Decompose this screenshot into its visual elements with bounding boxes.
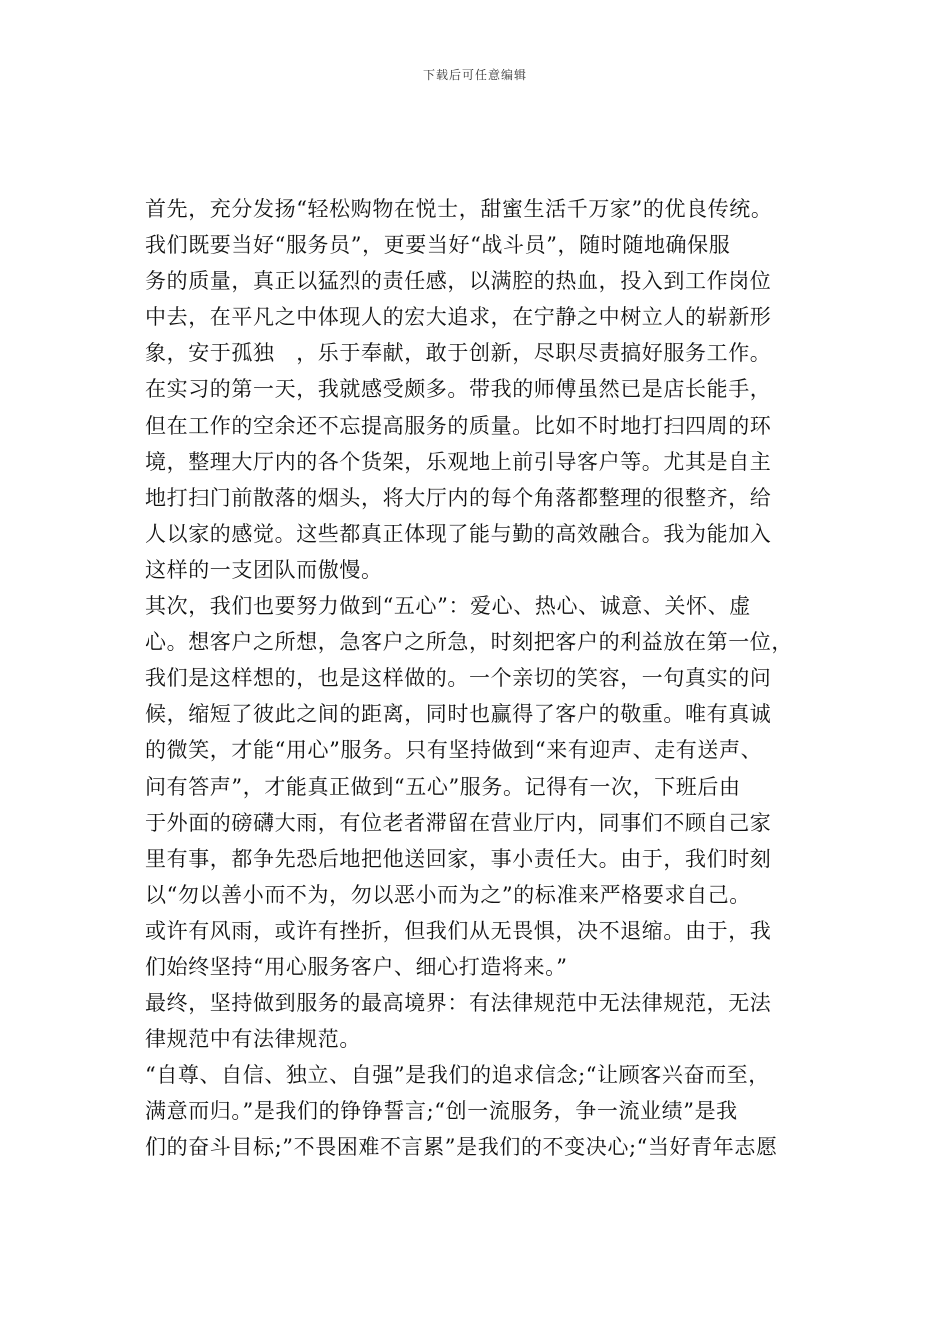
text-line: 务的质量，真正以猛烈的责任感，以满腔的热血，投入到工作岗位	[145, 269, 772, 294]
text-line: 满意而归。”是我们的铮铮誓言;“创一流服务，争一流业绩”是我	[145, 1099, 738, 1124]
text-line: 象，安于孤独 ，乐于奉献，敢于创新，尽职尽责搞好服务工作。	[145, 341, 772, 366]
text-line: 这样的一支团队而傲慢。	[145, 557, 383, 582]
text-line: 但在工作的空余还不忘提高服务的质量。比如不时地打扫四周的环	[145, 413, 772, 438]
text-line: 首先，充分发扬“轻松购物在悦士，甜蜜生活千万家”的优良传统。	[145, 197, 773, 221]
text-line: 里有事，都争先恐后地把他送回家，事小责任大。由于，我们时刻	[145, 846, 772, 871]
text-line: 其次，我们也要努力做到“五心”：爱心、热心、诚意、关怀、虚	[145, 594, 751, 619]
text-line: 地打扫门前散落的烟头，将大厅内的每个角落都整理的很整齐，给	[145, 485, 772, 510]
document-body	[145, 191, 825, 1166]
text-line: 中去，在平凡之中体现人的宏大追求，在宁静之中树立人的崭新形	[145, 305, 772, 330]
text-line: 问有答声”，才能真正做到“五心”服务。记得有一次，下班后由	[145, 774, 741, 799]
text-line: 律规范中有法律规范。	[145, 1027, 361, 1052]
text-line: 我们既要当好“服务员”，更要当好“战斗员”，随时随地确保服	[145, 233, 731, 258]
text-line: 境，整理大厅内的各个货架，乐观地上前引导客户等。尤其是自主	[145, 449, 772, 474]
text-line: 最终，坚持做到服务的最高境界：有法律规范中无法律规范，无法	[145, 991, 772, 1016]
text-line: “自尊、自信、独立、自强”是我们的追求信念;“让顾客兴奋而至，	[145, 1063, 770, 1088]
text-line: 们始终坚持“用心服务客户、细心打造将来。”	[145, 954, 568, 979]
text-line: 在实习的第一天，我就感受颇多。带我的师傅虽然已是店长能手，	[145, 377, 772, 402]
text-line: 的微笑，才能“用心”服务。只有坚持做到“来有迎声、走有送声、	[145, 738, 763, 763]
text-line: 我们是这样想的，也是这样做的。一个亲切的笑容，一句真实的问	[145, 666, 772, 691]
text-line: 候，缩短了彼此之间的距离，同时也赢得了客户的敬重。唯有真诚	[145, 702, 772, 727]
text-line: 以“勿以善小而不为，勿以恶小而为之”的标准来严格要求自己。	[145, 882, 751, 907]
text-line: 人以家的感觉。这些都真正体现了能与勤的高效融合。我为能加入	[145, 521, 772, 546]
text-line: 们的奋斗目标;”不畏困难不言累”是我们的不变决心;“当好青年志愿	[145, 1135, 778, 1160]
text-line: 心。想客户之所想，急客户之所急，时刻把客户的利益放在第一位，	[145, 630, 793, 655]
page-header-note: 下载后可任意编辑	[422, 68, 527, 82]
text-line: 或许有风雨，或许有挫折，但我们从无畏惧，决不退缩。由于，我	[145, 918, 772, 943]
text-line: 于外面的磅礴大雨，有位老者滞留在营业厅内，同事们不顾自己家	[145, 810, 772, 835]
